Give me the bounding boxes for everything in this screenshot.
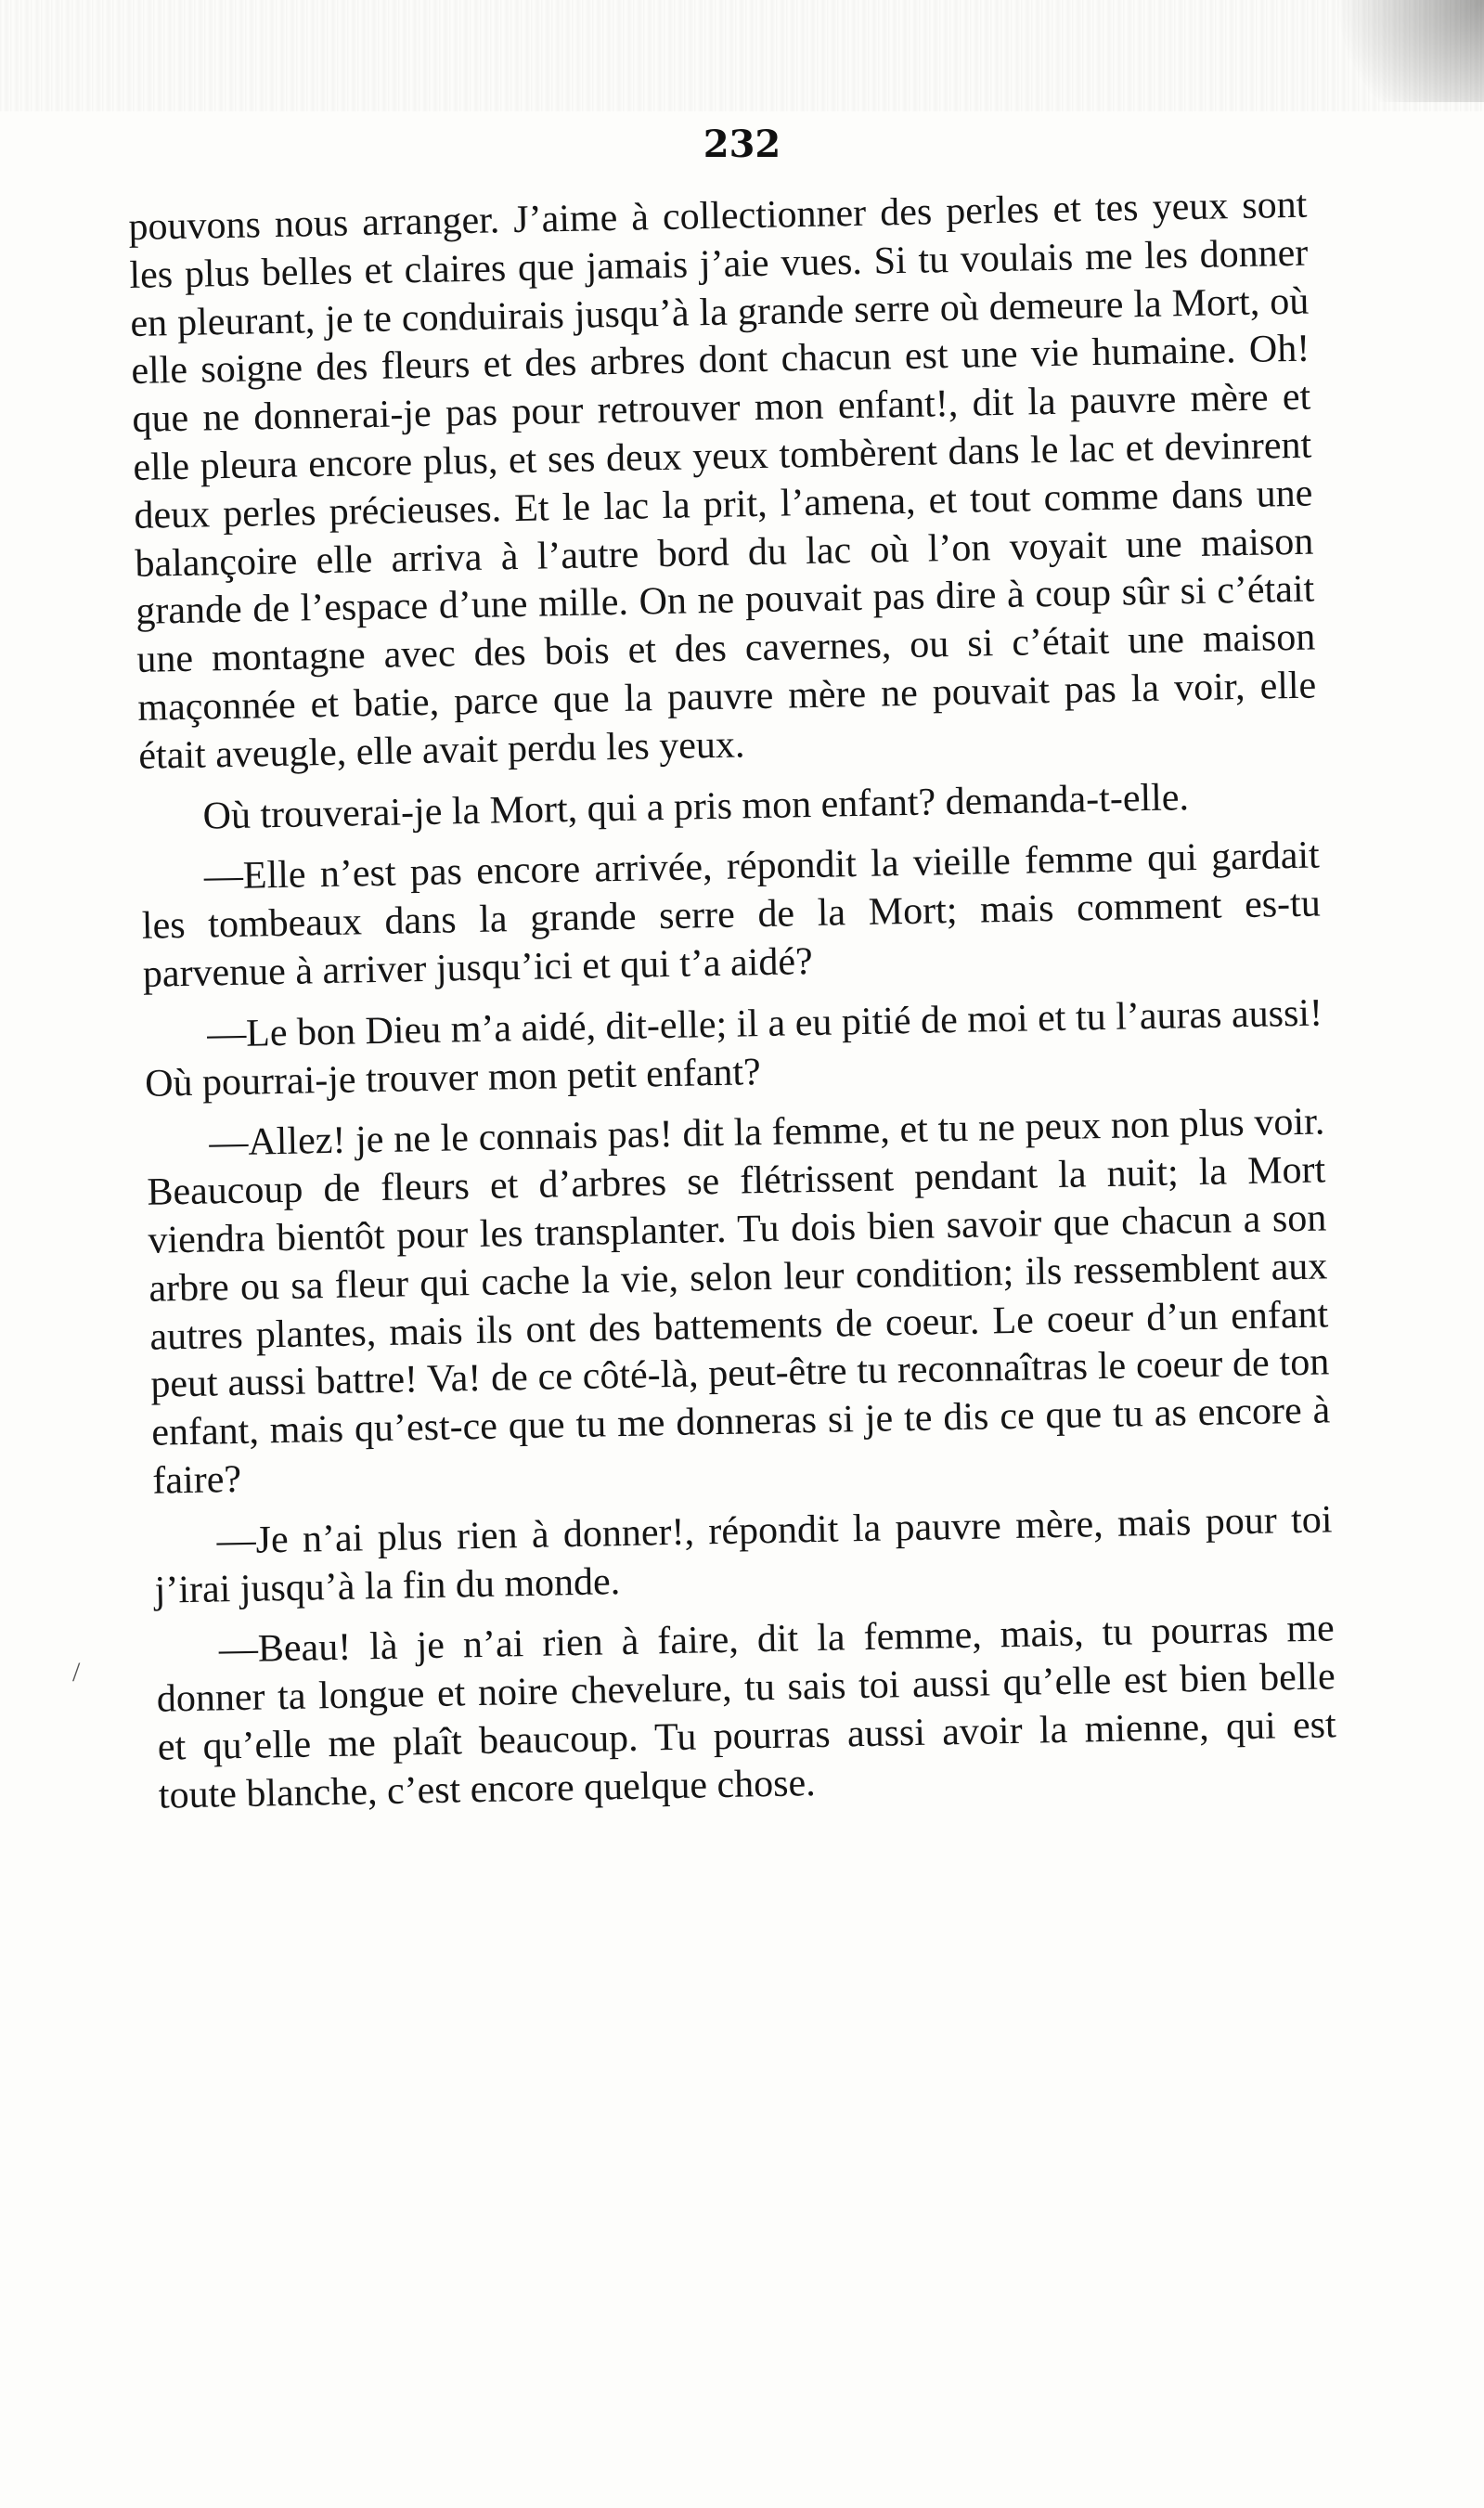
body-text [128,182,1337,1834]
scan-noise-top [0,0,1484,111]
paragraph: —Je n’ai plus rien à donner!, répondit la pauvre mère, mais pour toi j’irai jusqu’à la fin du monde. [154,1498,1333,1612]
paragraph: —Beau! là je n’ai rien à faire, dit la femme, mais, tu pourras me donner ta longue et noire chevelure, tu sais toi aussi qu’elle est bien belle et qu’elle me plaît beaucoup. Tu pourras aussi avoir la mienne, qui est toute blanche, c’est encore quelque chose. [156,1607,1337,1817]
paragraph: —Le bon Dieu m’a aidé, dit-elle; il a eu pitié de moi et tu l’auras aussi! Où pourrai-je trouver mon petit enfant? [144,991,1323,1105]
margin-mark: / [72,1657,81,1687]
paragraph: —Elle n’est pas encore arrivée, répondit la vieille femme qui gardait les tombeaux dans la grande serre de la Mort; mais comment es-tu parvenue à arriver jusqu’ici et qui t’a aidé? [141,834,1322,996]
paragraph: —Allez! je ne le connais pas! dit la femme, et tu ne peux non plus voir. Beaucoup de fleurs et d’arbres se flétrissent pendant la nuit; la Mort viendra bientôt pour les transplanter. Tu dois bien savoir que chacun a son arbre ou sa fleur qui cache la vie, selon leur condition; ils ressemblent aux autres plantes, mais ils ont des battements de coeur. Le coeur d’un enfant peut aussi battre! Va! de ce côté-là, peut-être tu reconnaîtras le coeur de ton enfant, mais qu’est-ce que tu me donneras si je te dis ce que tu as encore à faire? [147,1100,1331,1503]
paragraph: Où trouverai-je la Mort, qui a pris mon enfant? demanda-t-elle. [202,775,1190,838]
scan-shadow-corner [1298,0,1484,102]
paragraph: pouvons nous arranger. J’aime à collectionner des perles et tes yeux sont les plus belles et claires que jamais j’aie vues. Si tu voulais me les donner en pleurant, je te conduirais jusqu’à la grande serre où demeure la Mort, où elle soigne des fleurs et des arbres dont chacun est une vie humaine. Oh! que ne donnerai-je pas pour retrouver mon enfant!, dit la pauvre mère et elle pleura encore plus, et ses deux yeux tombèrent dans le lac et devinrent deux perles précieuses. Et le lac la prit, l’amena, et tout comme dans une balançoire elle arriva à l’autre bord du lac où l’on voyait une maison grande de l’espace d’une mille. On ne pouvait pas dire à coup sûr si c’était une montagne avec des bois et des cavernes, ou si c’était une maison maçonnée et batie, parce que la pauvre mère ne pouvait pas la voir, elle était aveugle, elle avait perdu les yeux. [128,183,1317,778]
page-number: 232 [703,123,781,166]
